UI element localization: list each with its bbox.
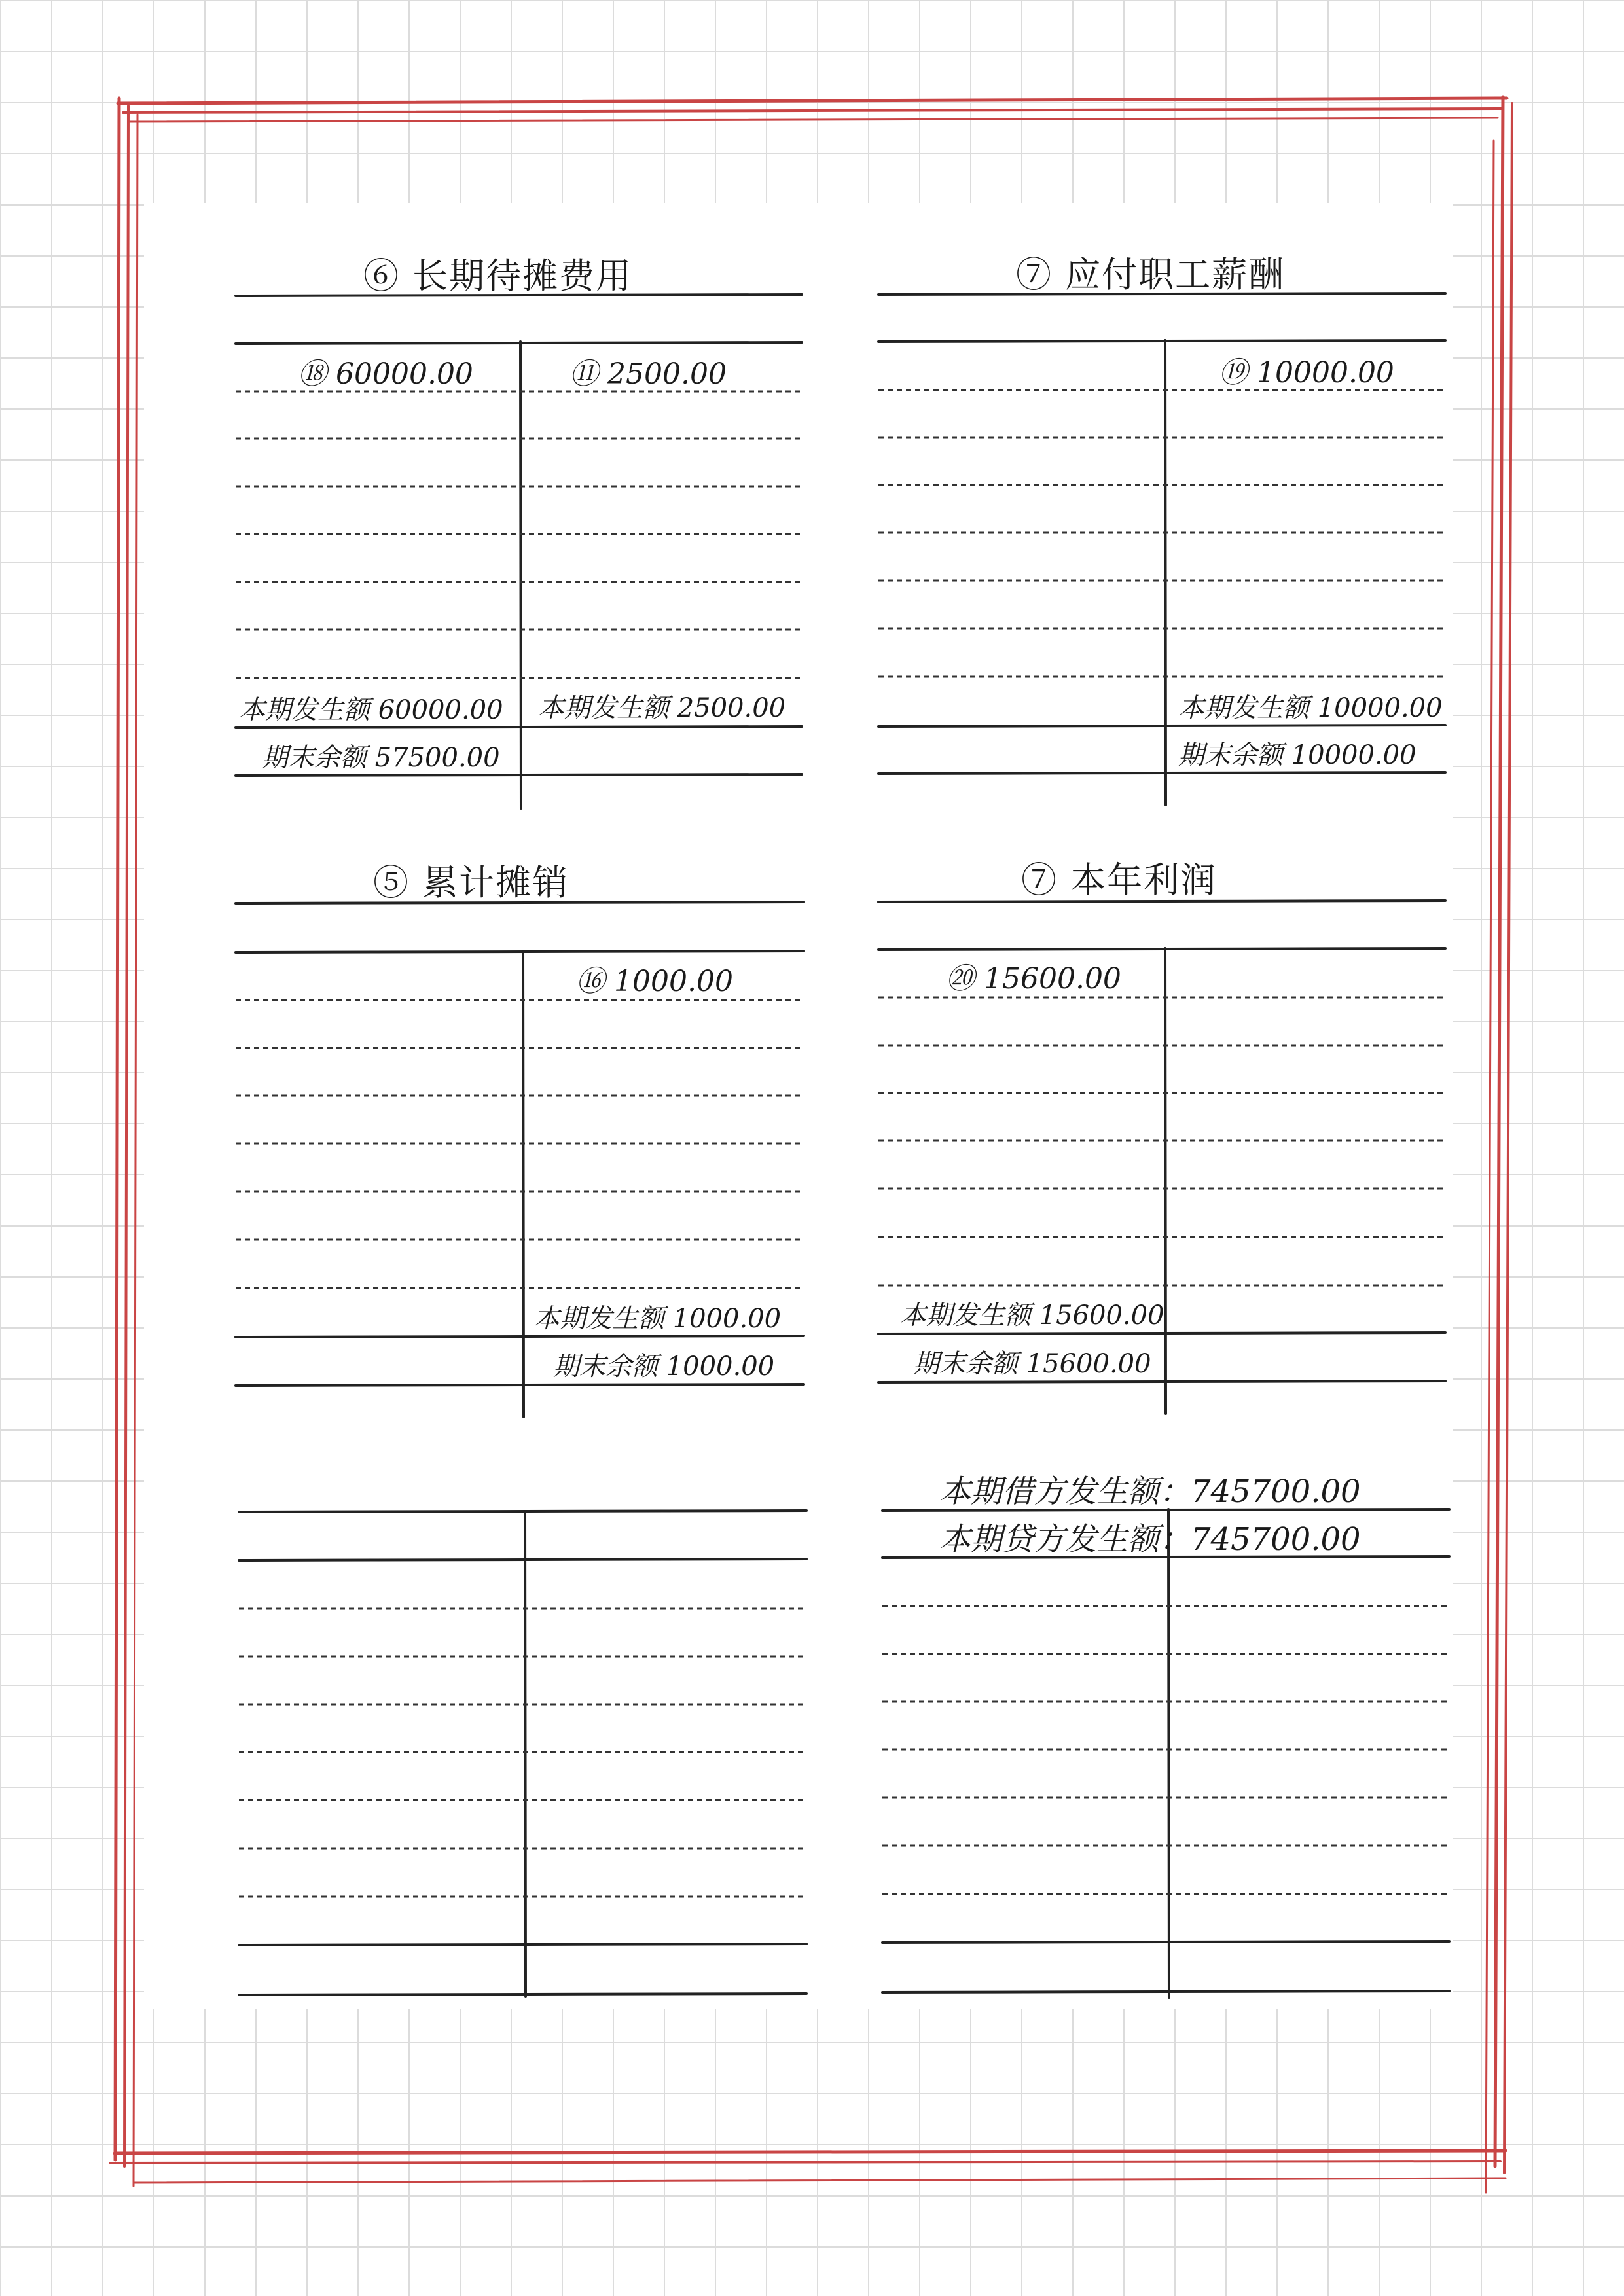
credit-entry: ⑲ 10000.00: [1219, 356, 1394, 389]
credit-period-total: 本期发生额 1000.00: [533, 1304, 782, 1334]
debit-ending-balance: 期末余额 15600.00: [913, 1349, 1151, 1379]
debit-ending-balance: 期末余额 57500.00: [262, 743, 500, 773]
account-title: ⑤ 累计摊销: [373, 862, 569, 903]
account-title: ⑦ 应付职工薪酬: [1016, 254, 1286, 295]
debit-period-total: 本期发生额 60000.00: [239, 695, 503, 725]
credit-period-total: 本期发生额 2500.00: [538, 693, 786, 723]
debit-period-total: 本期发生额 15600.00: [900, 1300, 1164, 1331]
account-title: ⑥ 长期待摊费用: [363, 255, 633, 296]
account-title: ⑦ 本年利润: [1021, 859, 1218, 901]
credit-entry: ⑪ 2500.00: [569, 357, 727, 391]
total-credit-amount: 本期贷方发生额：745700.00: [939, 1521, 1361, 1558]
debit-entry: ⑳ 15600.00: [946, 962, 1121, 996]
credit-ending-balance: 期末余额 10000.00: [1178, 740, 1416, 770]
debit-entry: ⑱ 60000.00: [298, 357, 473, 391]
credit-ending-balance: 期末余额 1000.00: [553, 1352, 775, 1382]
total-debit-amount: 本期借方发生额：745700.00: [939, 1473, 1361, 1510]
credit-period-total: 本期发生额 10000.00: [1178, 693, 1443, 723]
credit-entry: ⑯ 1000.00: [576, 965, 733, 998]
